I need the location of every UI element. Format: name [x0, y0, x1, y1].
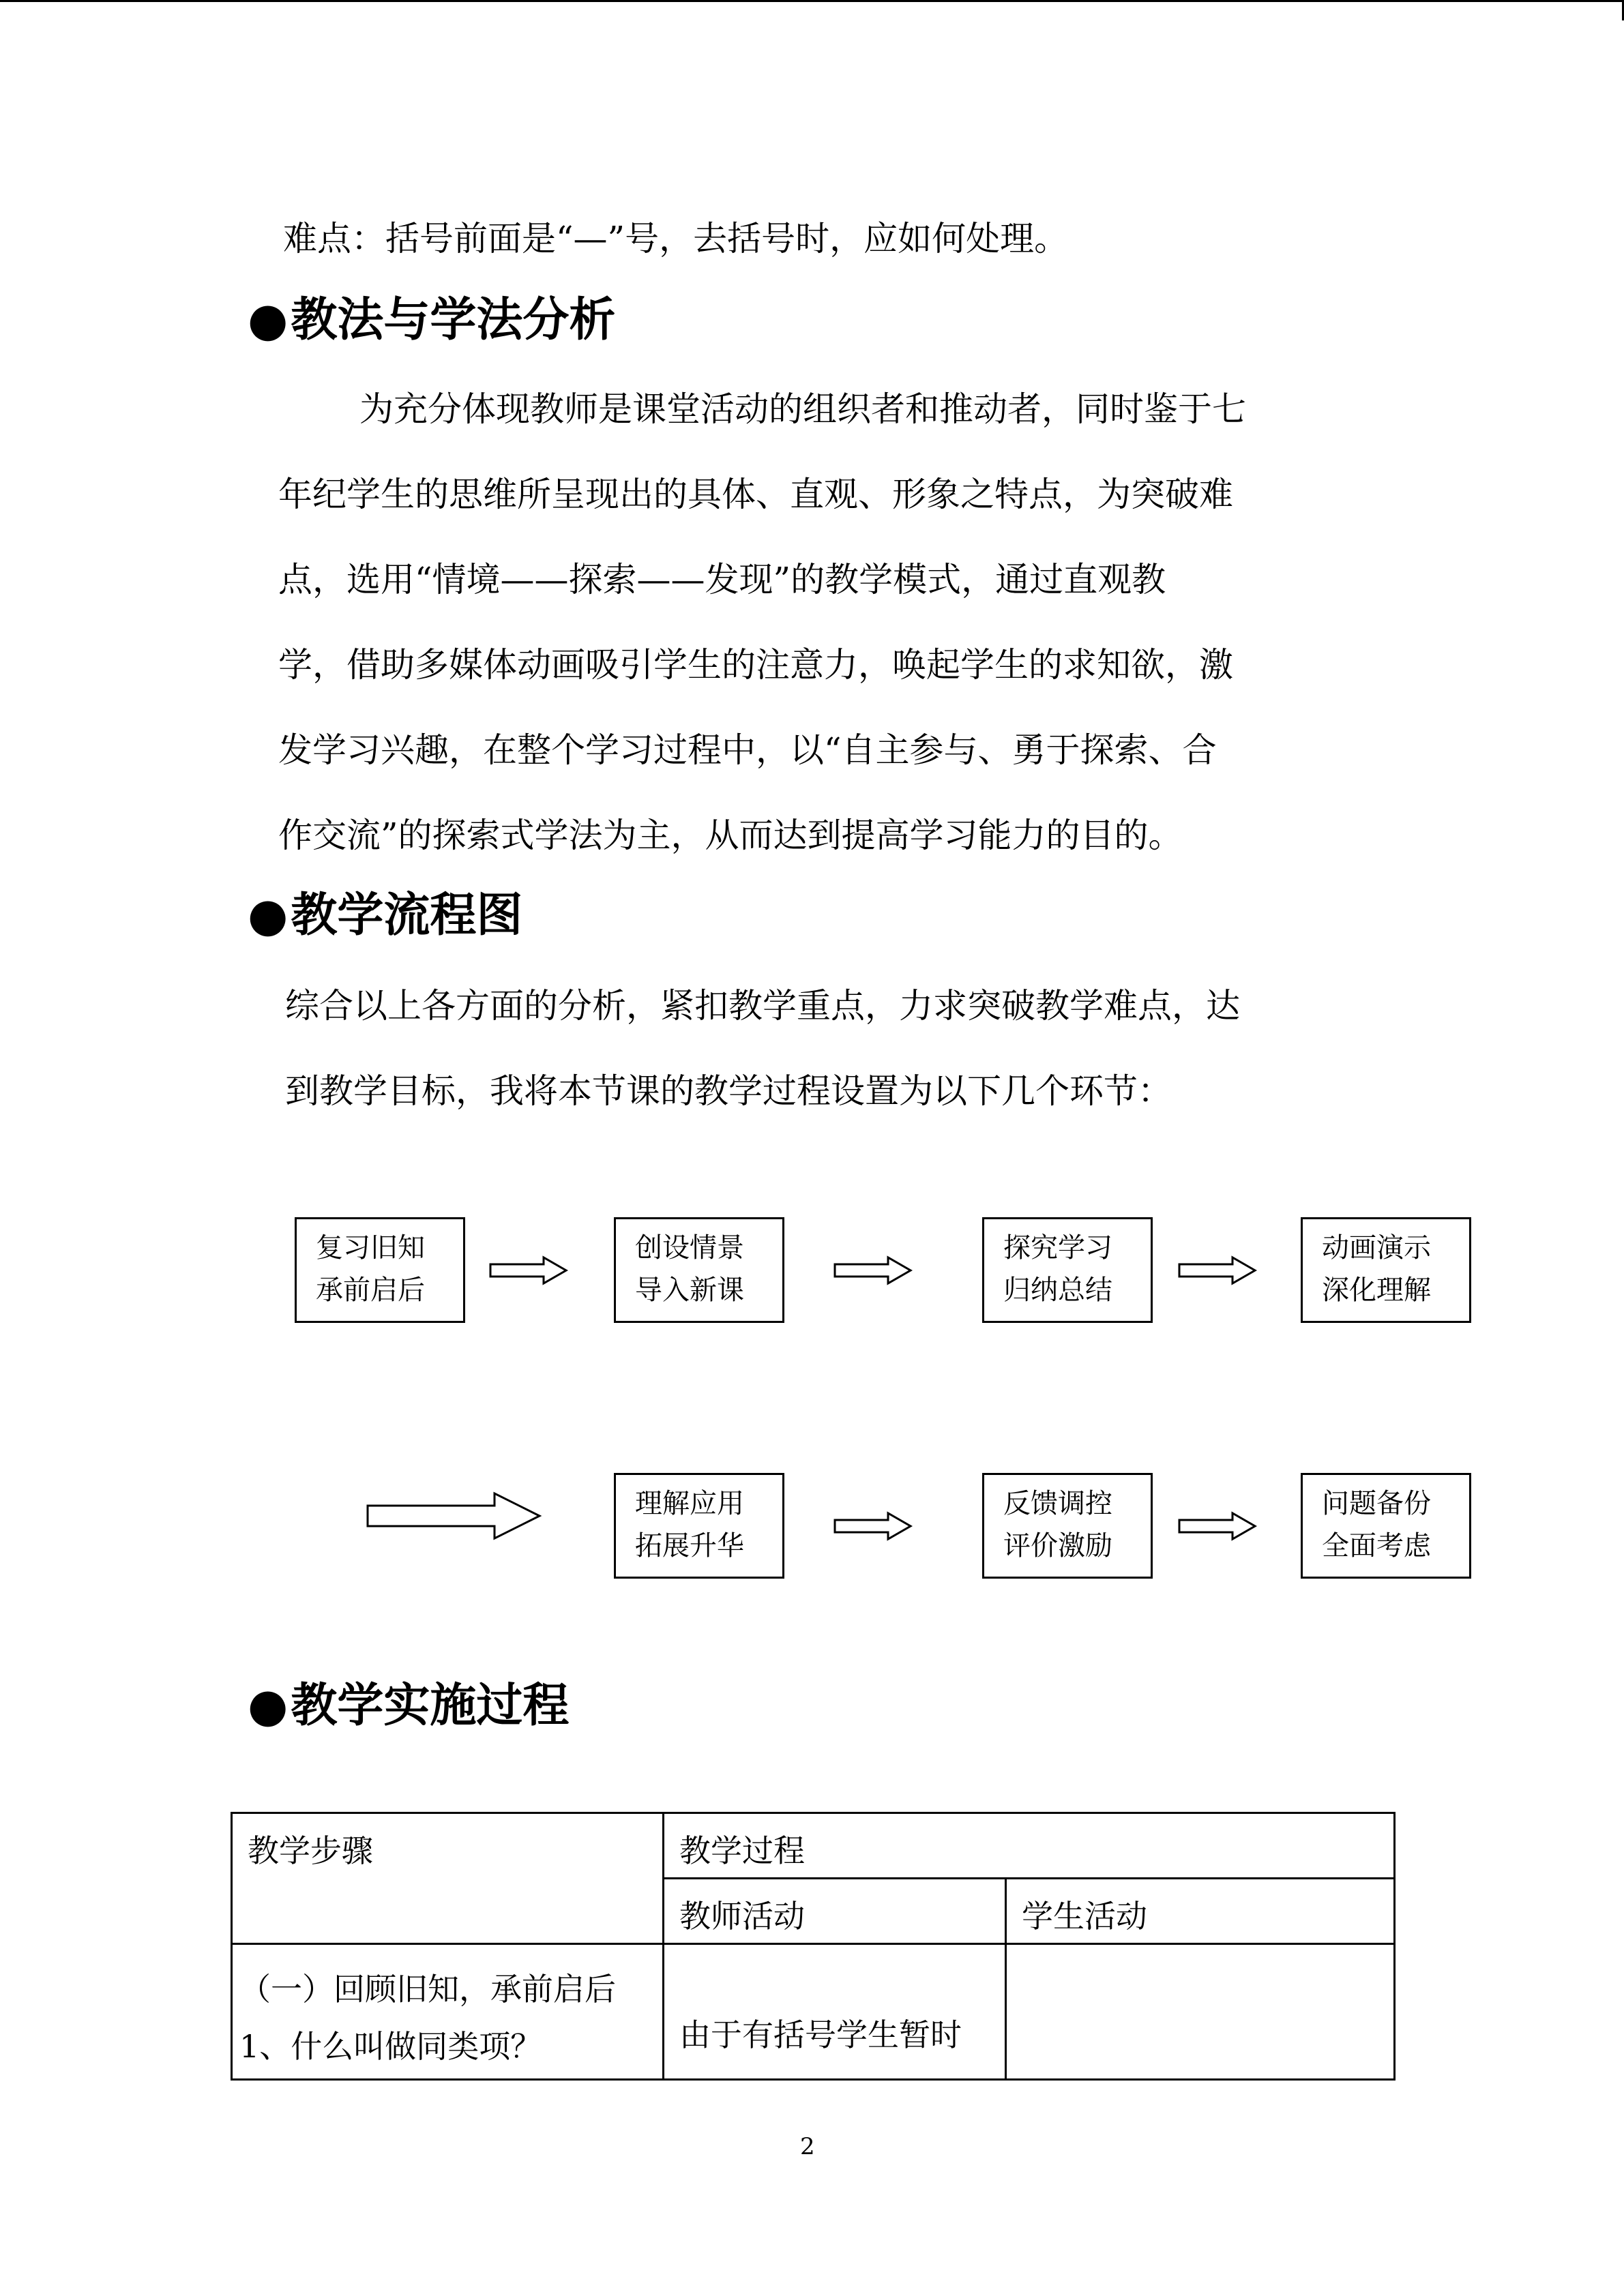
flow-box-text: 动画演示 [1322, 1232, 1431, 1264]
table-row [232, 1813, 1395, 1879]
flow-box-text: 探究学习 [1003, 1232, 1112, 1264]
flow-box-backup [1301, 1473, 1471, 1579]
method-line-1: 为充分体现教师是课堂活动的组织者和推动者，同时鉴于七 [359, 389, 1246, 429]
difficulty-text: 难点：括号前面是“—”号，去括号时，应如何处理。 [283, 219, 1069, 258]
bullet-icon: ● [248, 1679, 289, 1733]
row1-step-line2: 1、什么叫做同类项？ [239, 2028, 542, 2065]
heading-implementation [248, 1679, 569, 1733]
flow-box-text: 深化理解 [1322, 1274, 1431, 1306]
row1-student [1006, 1944, 1395, 2080]
teaching-steps-table [231, 1812, 1396, 2081]
flow-box-animation [1301, 1217, 1471, 1323]
heading-flow [248, 889, 522, 943]
flow-box-text: 导入新课 [635, 1274, 744, 1306]
row1-teacher: 由于有括号学生暂时 [664, 1944, 1006, 2080]
flow-intro-line-2: 到教学目标，我将本节课的教学过程设置为以下几个环节： [285, 1071, 1172, 1111]
flow-box-text: 反馈调控 [1003, 1488, 1112, 1519]
heading-methods-text: 教法与学法分析 [291, 293, 616, 347]
table-row [232, 1944, 1395, 2080]
method-line-3: 点，选用“情境——探索——发现”的教学模式，通过直观教 [278, 560, 1166, 599]
header-student: 学生活动 [1006, 1879, 1395, 1944]
arrow-right-icon [1178, 1256, 1257, 1285]
flow-box-text: 拓展升华 [635, 1530, 744, 1562]
flow-box-review [295, 1217, 465, 1323]
row1-step-line1: （一）回顾旧知，承前启后 [239, 1971, 616, 2008]
flow-box-explore [982, 1217, 1153, 1323]
method-line-5: 发学习兴趣，在整个学习过程中，以“自主参与、勇于探索、合 [278, 730, 1217, 770]
heading-implementation-text: 教学实施过程 [291, 1679, 570, 1733]
flow-box-scenario [614, 1217, 784, 1323]
flow-box-text: 评价激励 [1003, 1530, 1112, 1562]
arrow-right-icon [489, 1256, 568, 1285]
header-process: 教学过程 [664, 1813, 1395, 1879]
bullet-icon: ● [248, 293, 289, 347]
flow-box-text: 创设情景 [635, 1232, 744, 1264]
method-line-6: 作交流”的探索式学法为主，从而达到提高学习能力的目的。 [278, 816, 1183, 855]
arrow-right-icon [833, 1256, 913, 1285]
flow-box-text: 问题备份 [1322, 1488, 1431, 1519]
row1-step [232, 1944, 664, 2080]
flow-box-text: 复习旧知 [316, 1232, 425, 1264]
method-line-4: 学，借助多媒体动画吸引学生的注意力，唤起学生的求知欲，激 [278, 645, 1233, 685]
flow-box-text: 归纳总结 [1003, 1274, 1112, 1306]
page-top-border [0, 0, 1624, 2]
heading-flow-text: 教学流程图 [291, 889, 523, 942]
flow-box-apply [614, 1473, 784, 1579]
header-step: 教学步骤 [232, 1813, 664, 1944]
method-line-2: 年纪学生的思维所呈现出的具体、直观、形象之特点，为突破难 [278, 475, 1233, 514]
arrow-right-icon [833, 1512, 913, 1540]
flow-intro-line-1: 综合以上各方面的分析，紧扣教学重点，力求突破教学难点，达 [285, 986, 1240, 1026]
header-teacher: 教师活动 [664, 1879, 1006, 1944]
flow-box-text: 承前启后 [316, 1274, 425, 1306]
flow-box-text: 全面考虑 [1322, 1530, 1431, 1562]
heading-methods [248, 293, 615, 348]
arrow-right-icon [1178, 1512, 1257, 1540]
bullet-icon: ● [248, 889, 289, 942]
page-number: 2 [800, 2133, 815, 2160]
arrow-right-icon [366, 1492, 542, 1540]
flow-box-feedback [982, 1473, 1153, 1579]
flow-box-text: 理解应用 [635, 1488, 744, 1519]
